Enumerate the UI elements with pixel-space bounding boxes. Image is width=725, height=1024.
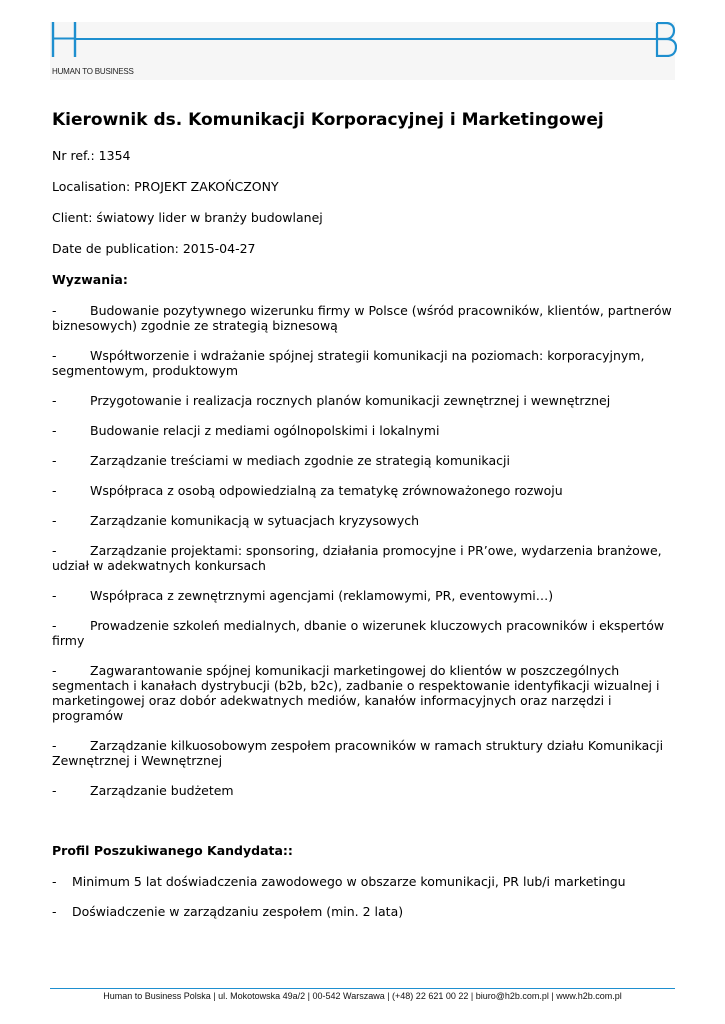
- footer-divider: [50, 988, 675, 989]
- list-item: - Zarządzanie projektami: sponsoring, działania promocyjne i PR’owe, wydarzenia branżowe, udział w adekwatnych konkursach: [52, 543, 662, 573]
- profile-heading: Profil Poszukiwanego Kandydata::: [52, 843, 293, 858]
- b-logo-icon: [655, 22, 677, 57]
- challenges-heading: Wyzwania:: [52, 272, 128, 287]
- ref-number: Nr ref.: 1354: [52, 148, 131, 163]
- profile-list: [52, 874, 672, 919]
- logo-connector-line: [75, 38, 657, 40]
- page-title: Kierownik ds. Komunikacji Korporacyjnej i Marketingowej: [52, 110, 604, 130]
- publication-date: Date de publication: 2015-04-27: [52, 241, 256, 256]
- challenges-list: [52, 303, 672, 798]
- footer-contact: Human to Business Polska | ul. Mokotowska 49a/2 | 00-542 Warszawa | (+48) 22 621 00 22 | biuro@h2b.com.pl | www.h2b.com.pl: [103, 991, 622, 1001]
- list-item: - Minimum 5 lat doświadczenia zawodowego w obszarze komunikacji, PR lub/i marketingu: [52, 874, 626, 889]
- header-band: [50, 22, 675, 80]
- list-item: - Współtworzenie i wdrażanie spójnej strategii komunikacji na poziomach: korporacyjnym, segmentowym, produktowym: [52, 348, 645, 378]
- localisation: Localisation: PROJEKT ZAKOŃCZONY: [52, 179, 279, 194]
- list-item: - Zarządzanie kilkuosobowym zespołem pracowników w ramach struktury działu Komunikacji Zewnętrznej i Wewnętrznej: [52, 738, 664, 768]
- list-item: - Zarządzanie komunikacją w sytuacjach kryzysowych: [52, 513, 420, 528]
- list-item: - Prowadzenie szkoleń medialnych, dbanie o wizerunek kluczowych pracowników i ekspertów firmy: [52, 618, 665, 648]
- list-item: - Doświadczenie w zarządzaniu zespołem (min. 2 lata): [52, 904, 404, 919]
- list-item: - Budowanie relacji z mediami ogólnopolskimi i lokalnymi: [52, 423, 440, 438]
- list-item: - Zarządzanie budżetem: [52, 783, 234, 798]
- h-logo-icon: [51, 22, 77, 57]
- list-item: - Przygotowanie i realizacja rocznych planów komunikacji zewnętrznej i wewnętrznej: [52, 393, 611, 408]
- list-item: - Zarządzanie treściami w mediach zgodnie ze strategią komunikacji: [52, 453, 510, 468]
- list-item: - Budowanie pozytywnego wizerunku firmy w Polsce (wśród pracowników, klientów, partnerów biznesowych) zgodnie ze strategią biznesową: [52, 303, 672, 333]
- client: Client: światowy lider w branży budowlanej: [52, 210, 323, 225]
- list-item: - Współpraca z osobą odpowiedzialną za tematykę zrównoważonego rozwoju: [52, 483, 563, 498]
- list-item: - Zagwarantowanie spójnej komunikacji marketingowej do klientów w poszczególnych segmentach i kanałach dystrybucji (b2b, b2c), zadbanie o respektowanie identyfikacji wizualnej i marketingowej oraz dobór adekwatnych mediów, kanałów informacyjnych oraz narzędzi i programów: [52, 663, 660, 723]
- list-item: - Współpraca z zewnętrznymi agencjami (reklamowymi, PR, eventowymi…): [52, 588, 554, 603]
- document-body: [52, 108, 672, 919]
- brand-tagline: HUMAN TO BUSINESS: [52, 67, 134, 76]
